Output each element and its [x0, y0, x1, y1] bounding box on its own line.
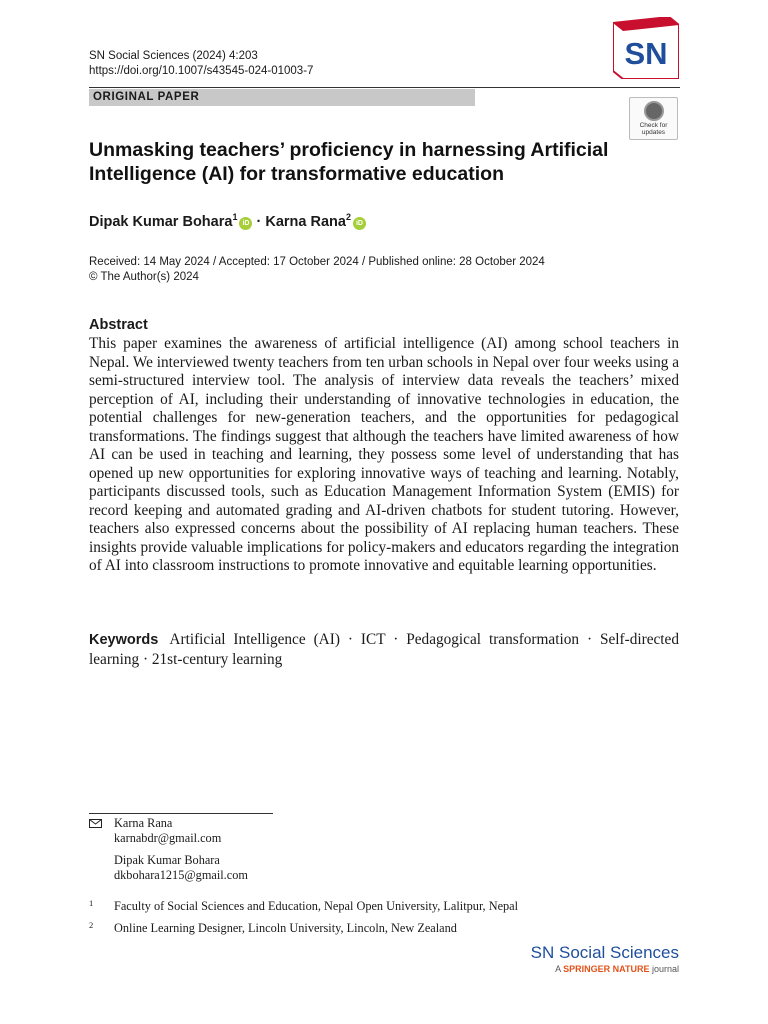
article-title: Unmasking teachers’ proficiency in harnessing Artificial Intelligence (AI) for transformative education	[89, 139, 609, 185]
affiliation-ref: 2	[345, 212, 351, 222]
sn-logo-text: SN	[624, 36, 668, 71]
keywords-list: Artificial Intelligence (AI) · ICT · Pedagogical transformation · Self-directed learning · 21st-century learning	[89, 631, 679, 668]
envelope-icon	[89, 819, 102, 828]
affiliation-text: Faculty of Social Sciences and Education, Nepal Open University, Lalitpur, Nepal	[114, 899, 519, 913]
contact-name: Karna Rana	[114, 816, 173, 830]
doi-link[interactable]: https://doi.org/10.1007/s43545-024-01003-7	[89, 65, 314, 77]
orcid-icon[interactable]: iD	[239, 217, 252, 230]
publication-dates: Received: 14 May 2024 / Accepted: 17 October 2024 / Published online: 28 October 2024	[89, 256, 545, 268]
footer-publisher-line	[531, 963, 679, 975]
footnote-rule	[89, 813, 273, 814]
contact-email[interactable]: dkbohara1215@gmail.com	[114, 868, 248, 882]
publisher-name: SPRINGER NATURE	[563, 964, 650, 974]
copyright: © The Author(s) 2024	[89, 271, 199, 283]
journal-citation: SN Social Sciences (2024) 4:203	[89, 50, 258, 62]
contact-name: Dipak Kumar Bohara	[114, 853, 220, 867]
check-updates-line1: Check for	[639, 122, 668, 129]
contact-email[interactable]: karnabdr@gmail.com	[114, 831, 222, 845]
keywords-label: Keywords	[89, 632, 159, 648]
author-name[interactable]: Dipak Kumar Bohara	[89, 213, 233, 230]
sn-logo	[613, 17, 679, 79]
check-for-updates-badge[interactable]	[629, 97, 678, 140]
orcid-icon[interactable]: iD	[353, 217, 366, 230]
keywords	[89, 630, 679, 669]
author-name[interactable]: Karna Rana	[265, 213, 346, 230]
author-separator: ·	[252, 213, 266, 230]
co-author-contact	[114, 853, 414, 883]
affiliation-number: 1	[89, 898, 94, 908]
check-updates-icon	[644, 101, 664, 121]
footer-brand	[531, 943, 679, 975]
check-updates-line2: updates	[641, 129, 666, 136]
abstract-heading: Abstract	[89, 317, 148, 333]
corresponding-author	[114, 816, 414, 846]
article-dates	[89, 255, 545, 285]
author-list	[89, 207, 366, 232]
affiliation-text: Online Learning Designer, Lincoln University, Lincoln, New Zealand	[114, 921, 457, 935]
journal-info	[89, 49, 313, 79]
footer-suffix: journal	[651, 964, 679, 974]
section-label: ORIGINAL PAPER	[89, 89, 475, 106]
affiliation-ref: 1	[232, 212, 238, 222]
affiliation-number: 2	[89, 920, 94, 930]
footer-journal-name: SN Social Sciences	[530, 943, 679, 962]
abstract-text: This paper examines the awareness of artificial intelligence (AI) among school teachers in Nepal. We interviewed twenty teachers from ten urban schools in Nepal over four weeks using a semi-structured interview tool. The analysis of interview data reveals the teachers’ mixed perception of AI, including their understanding of innovative technologies in education, the potential challenges for new-generation teachers, and the opportunities for pedagogical transformations. The findings suggest that although the teachers have limited awareness of how AI can be used in teaching and learning, they possess some level of understanding that has opened up new opportunities for exploring innovative ways of teaching and learning. Notably, participants discussed tools, such as Education Management Information System (EMIS) for record keeping and automated grading and AI-driven chatbots for student tutoring. However, teachers also expressed concerns about the possibility of AI replacing human teachers. These insights provide valuable implications for policy-makers and educators regarding the integration of AI into classroom instructions to promote innovative and equitable learning opportunities.	[89, 335, 679, 574]
footer-prefix: A	[555, 964, 561, 974]
header-rule	[89, 87, 680, 88]
